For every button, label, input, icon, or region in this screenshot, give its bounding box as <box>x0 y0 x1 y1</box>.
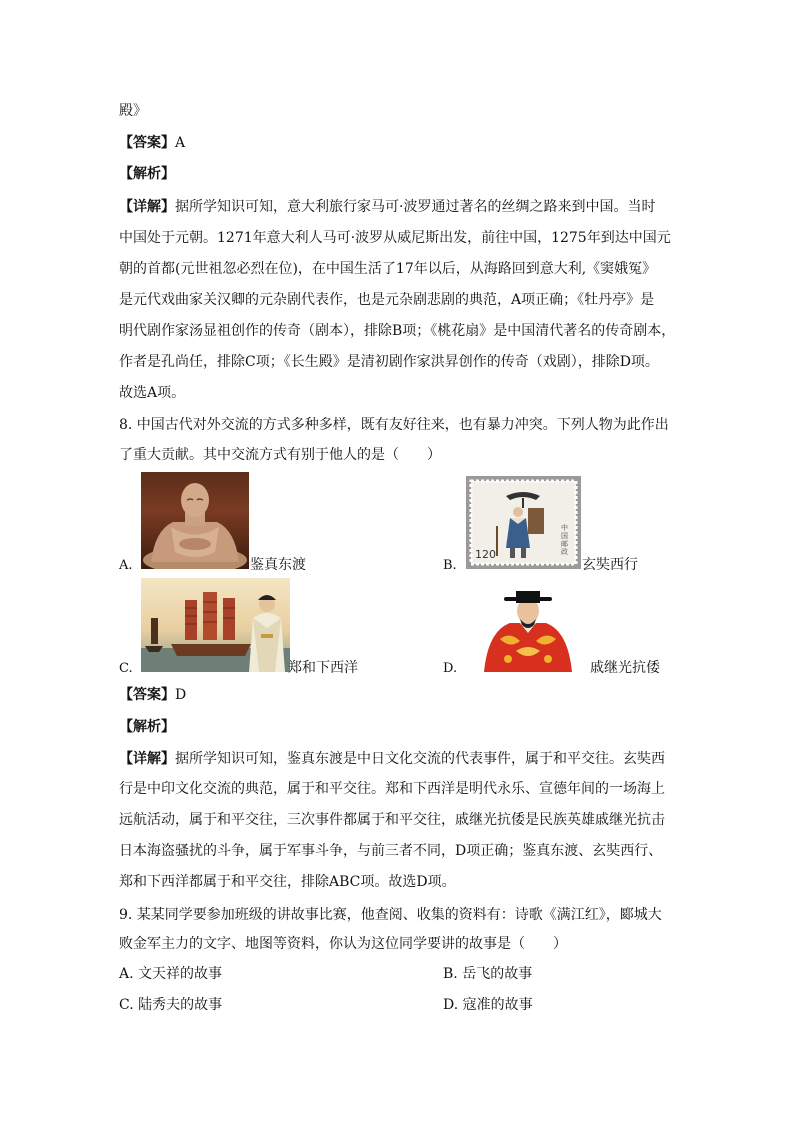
stamp-issuer-text: 中国邮政 <box>561 524 568 556</box>
q9-option-b <box>443 965 532 983</box>
q7-detail-line-1 <box>119 197 655 217</box>
q7-detail-line-7: 故选A项。 <box>119 385 186 401</box>
detail-text: 据所学知识可知，鉴真东渡是中日文化交流的代表事件，属于和平交往。玄奘西 <box>175 751 665 767</box>
q8-detail-line-5: 郑和下西洋都属于和平交往，排除ABC项。故选D项。 <box>119 874 456 890</box>
answer-value: D <box>175 687 187 703</box>
xuanzang-stamp-image <box>466 476 581 569</box>
q9-stem-line-2: 败金军主力的文字、地图等资料，你认为这位同学要讲的故事是（ ） <box>119 936 567 952</box>
q7-analysis-label: 【解析】 <box>119 166 175 182</box>
stamp-value-text: 120 <box>475 548 496 561</box>
q8-detail-line-4: 日本海盗骚扰的斗争，属于军事斗争，与前三者不同，D项正确；鉴真东渡、玄奘西行、 <box>119 843 663 859</box>
q8-detail-line-2: 行是中印文化交流的典范，属于和平交往。郑和下西洋是明代永乐、宣德年间的一场海上 <box>119 781 665 797</box>
detail-label: 【详解】 <box>119 751 175 767</box>
q7-detail-line-3: 朝的首都(元世祖忽必烈在位)，在中国生活了17年以后，从海路回到意大利,《窦娥冤》 <box>119 261 657 277</box>
q8-analysis-label: 【解析】 <box>119 719 175 735</box>
option-text: 寇准的故事 <box>462 997 533 1013</box>
option-text: 陆秀夫的故事 <box>138 997 223 1013</box>
q8-option-c-letter: C. <box>119 661 133 676</box>
answer-label: 【答案】 <box>119 687 175 703</box>
q8-option-c-caption: 郑和下西洋 <box>288 660 358 676</box>
q8-option-a-caption: 鉴真东渡 <box>250 557 306 573</box>
detail-text: 据所学知识可知，意大利旅行家马可·波罗通过著名的丝绸之路来到中国。当时 <box>175 199 656 215</box>
q9-option-d <box>443 996 533 1014</box>
q8-detail-line-1 <box>119 749 665 769</box>
q8-stem-line-2: 了重大贡献。其中交流方式有别于他人的是（ ） <box>119 447 441 463</box>
q7-detail-line-6: 作者是孔尚任，排除C项；《长生殿》是清初剧作家洪昇创作的传奇（戏剧），排除D项。 <box>119 354 659 370</box>
qijiguang-portrait-image <box>480 579 576 672</box>
q9-stem-line-1: 9. 某某同学要参加班级的讲故事比赛，他查阅、收集的资料有：诗歌《满江红》，郾城大 <box>119 907 662 923</box>
answer-value: A <box>175 135 186 151</box>
q7-detail-line-4: 是元代戏曲家关汉卿的元杂剧代表作，也是元杂剧悲剧的典范，A项正确；《牡丹亭》是 <box>119 292 655 308</box>
q7-answer <box>119 133 185 153</box>
detail-label: 【详解】 <box>119 199 175 215</box>
q8-answer <box>119 685 186 705</box>
q8-detail-line-3: 远航活动，属于和平交往，三次事件都属于和平交往，戚继光抗倭是民族英雄戚继光抗击 <box>119 812 665 828</box>
q9-option-a <box>119 965 222 983</box>
answer-label: 【答案】 <box>119 135 175 151</box>
option-letter: B. <box>443 966 458 982</box>
option-letter: C. <box>119 997 134 1013</box>
continuation-text: 殿》 <box>119 103 147 119</box>
q7-detail-line-2: 中国处于元朝。1271年意大利人马可·波罗从威尼斯出发，前往中国，1275年到达中国元 <box>119 230 671 246</box>
q8-option-b-caption: 玄奘西行 <box>582 557 638 573</box>
option-letter: D. <box>443 997 459 1013</box>
q8-option-b-letter: B. <box>443 558 457 573</box>
option-text: 岳飞的故事 <box>462 966 533 982</box>
jianzhen-statue-image <box>141 472 249 569</box>
q8-option-a-letter: A. <box>119 558 133 573</box>
q8-stem-line-1: 8. 中国古代对外交流的方式多种多样，既有友好往来，也有暴力冲突。下列人物为此作出 <box>119 417 669 433</box>
option-text: 文天祥的故事 <box>138 966 223 982</box>
q7-detail-line-5: 明代剧作家汤显祖创作的传奇（剧本），排除B项；《桃花扇》是中国清代著名的传奇剧本， <box>119 323 676 339</box>
zhenghe-fleet-image <box>141 578 290 672</box>
option-letter: A. <box>119 966 134 982</box>
q9-option-c <box>119 996 222 1014</box>
q8-option-d-caption: 戚继光抗倭 <box>590 660 660 676</box>
q8-option-d-letter: D. <box>443 661 458 676</box>
